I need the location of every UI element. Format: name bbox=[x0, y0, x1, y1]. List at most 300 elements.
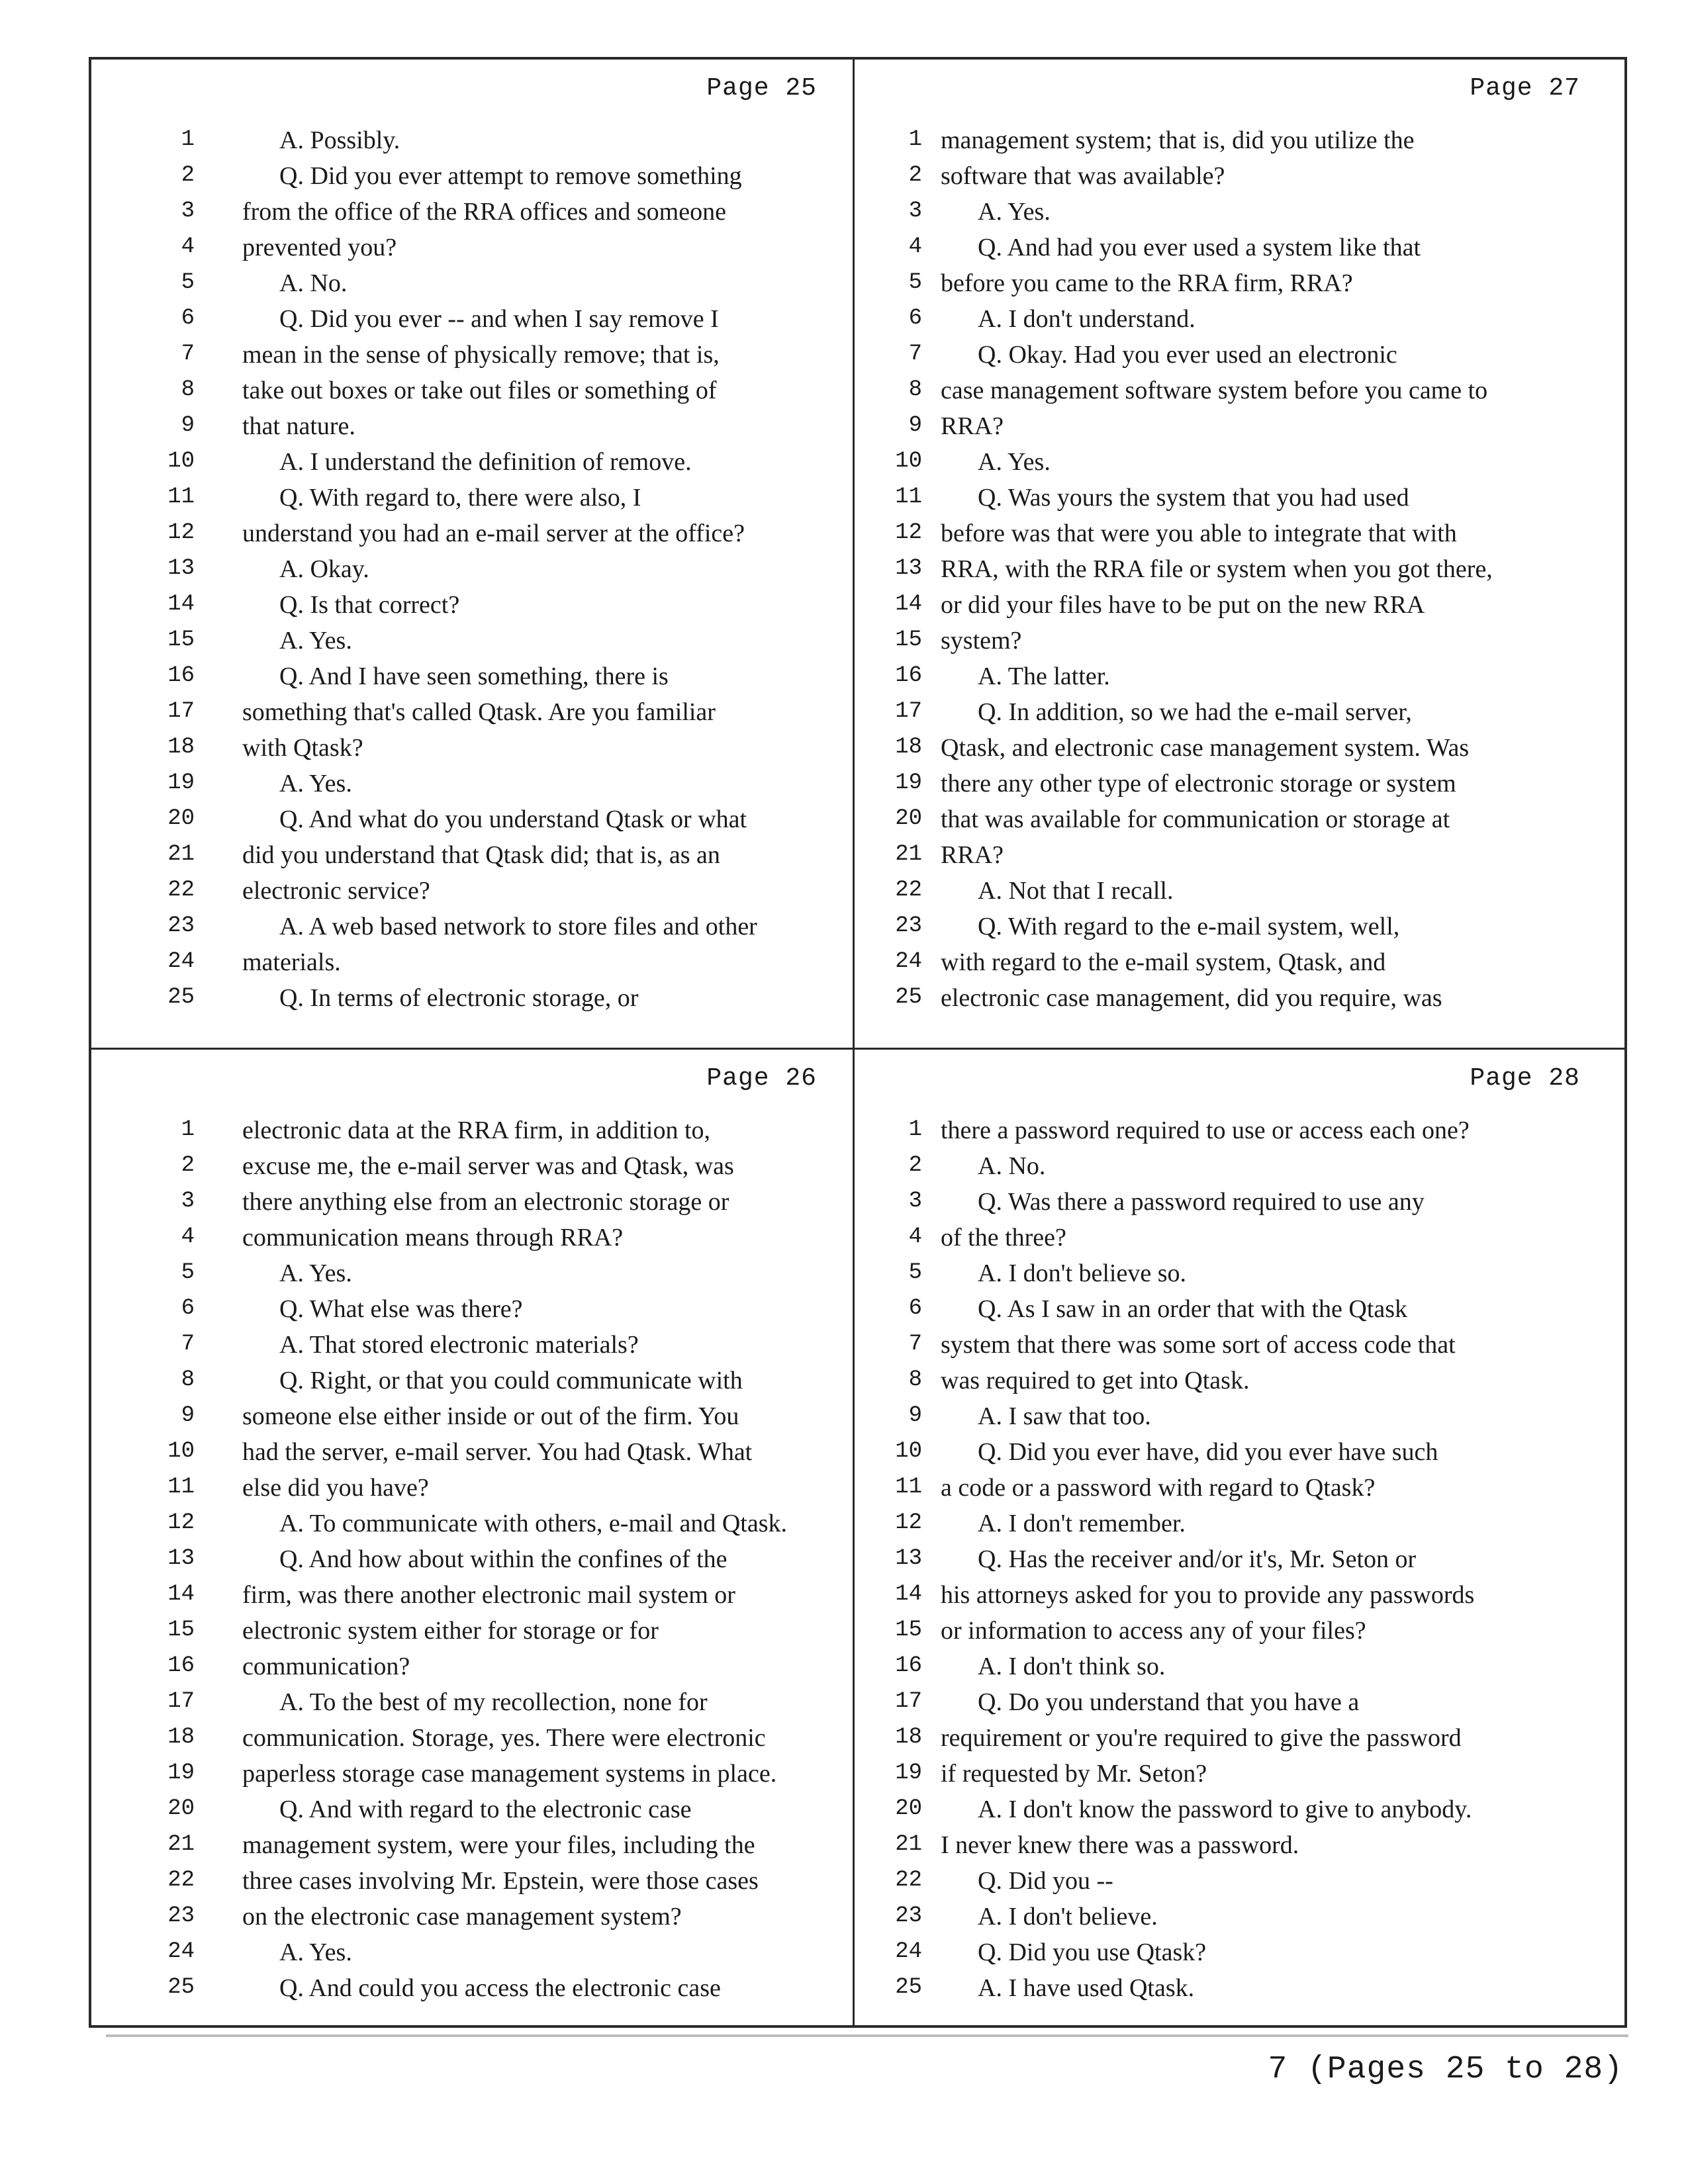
transcript-line bbox=[855, 1649, 1616, 1685]
line-number: 14 bbox=[167, 1582, 195, 1607]
transcript-line bbox=[91, 695, 853, 731]
line-number: 22 bbox=[167, 878, 195, 903]
transcript-line bbox=[91, 623, 853, 659]
page-number: Page 25 bbox=[706, 74, 817, 103]
line-number: 19 bbox=[167, 770, 195, 796]
line-number: 4 bbox=[181, 1224, 195, 1250]
line-text: from the office of the RRA offices and someone bbox=[242, 198, 726, 226]
transcript-sheet bbox=[89, 57, 1627, 2028]
line-number: 4 bbox=[908, 1224, 922, 1250]
line-number: 9 bbox=[908, 1403, 922, 1428]
line-text: Q. And how about within the confines of the bbox=[279, 1545, 727, 1573]
transcript-line bbox=[855, 1971, 1616, 2007]
transcript-line bbox=[91, 909, 853, 945]
line-number: 4 bbox=[181, 234, 195, 259]
transcript-line bbox=[91, 195, 853, 230]
line-number: 13 bbox=[895, 1546, 922, 1571]
line-text: A. I don't understand. bbox=[978, 305, 1196, 333]
line-number: 9 bbox=[908, 413, 922, 438]
line-number: 17 bbox=[167, 1689, 195, 1714]
line-text: Q. As I saw in an order that with the Qtask bbox=[978, 1295, 1408, 1323]
line-number: 1 bbox=[181, 1117, 195, 1142]
transcript-line bbox=[91, 838, 853, 874]
transcript-line bbox=[855, 1721, 1616, 1756]
line-number: 21 bbox=[895, 1832, 922, 1857]
line-number: 10 bbox=[895, 1439, 922, 1464]
line-text: electronic case management, did you require, was bbox=[941, 984, 1442, 1012]
transcript-line bbox=[855, 1864, 1616, 1899]
line-number: 1 bbox=[908, 1117, 922, 1142]
line-text: Q. Did you ever attempt to remove something bbox=[279, 162, 742, 190]
line-text: management system; that is, did you utilize the bbox=[941, 126, 1415, 154]
transcript-line bbox=[855, 230, 1616, 266]
line-text: A. The latter. bbox=[978, 662, 1110, 690]
line-text: Q. And had you ever used a system like that bbox=[978, 234, 1421, 261]
line-text: with regard to the e-mail system, Qtask, and bbox=[941, 948, 1386, 976]
line-text: A. To the best of my recollection, none for bbox=[279, 1688, 708, 1716]
transcript-line bbox=[855, 588, 1616, 623]
transcript-line bbox=[91, 1220, 853, 1256]
line-number: 18 bbox=[167, 735, 195, 760]
line-text: communication means through RRA? bbox=[242, 1224, 624, 1251]
line-number: 23 bbox=[167, 913, 195, 938]
transcript-line bbox=[91, 230, 853, 266]
line-number: 5 bbox=[908, 1260, 922, 1285]
line-text: did you understand that Qtask did; that is, as an bbox=[242, 841, 720, 869]
page-number: Page 27 bbox=[1470, 74, 1580, 103]
line-number: 5 bbox=[181, 270, 195, 295]
line-number: 21 bbox=[167, 1832, 195, 1857]
transcript-line bbox=[855, 1328, 1616, 1363]
transcript-line bbox=[91, 588, 853, 623]
transcript-line bbox=[91, 945, 853, 981]
transcript-line bbox=[855, 409, 1616, 445]
line-text: there any other type of electronic storage or system bbox=[941, 770, 1456, 797]
transcript-line bbox=[91, 1756, 853, 1792]
transcript-lines bbox=[91, 1113, 853, 2007]
line-number: 6 bbox=[181, 306, 195, 331]
line-number: 8 bbox=[181, 1367, 195, 1392]
line-text: A. Yes. bbox=[978, 198, 1051, 226]
line-text: if requested by Mr. Seton? bbox=[941, 1760, 1207, 1788]
transcript-line bbox=[855, 1792, 1616, 1828]
line-text: Q. Did you use Qtask? bbox=[978, 1938, 1207, 1966]
line-number: 23 bbox=[895, 1903, 922, 1929]
transcript-line bbox=[855, 695, 1616, 731]
line-text: Q. Okay. Had you ever used an electronic bbox=[978, 341, 1397, 369]
line-text: communication? bbox=[242, 1653, 410, 1680]
page-panel-top-left bbox=[91, 60, 853, 1046]
transcript-line bbox=[91, 123, 853, 159]
line-number: 16 bbox=[167, 663, 195, 688]
line-text: Q. Was there a password required to use any bbox=[978, 1188, 1425, 1216]
line-number: 15 bbox=[167, 1617, 195, 1643]
line-number: 12 bbox=[167, 520, 195, 545]
transcript-line bbox=[91, 1113, 853, 1149]
line-number: 25 bbox=[895, 1975, 922, 2000]
line-text: was required to get into Qtask. bbox=[941, 1367, 1250, 1394]
line-number: 16 bbox=[167, 1653, 195, 1678]
line-number: 10 bbox=[895, 449, 922, 474]
transcript-line bbox=[91, 266, 853, 302]
transcript-line bbox=[855, 1113, 1616, 1149]
line-text: someone else either inside or out of the firm. You bbox=[242, 1402, 739, 1430]
line-number: 20 bbox=[167, 806, 195, 831]
transcript-line bbox=[91, 1971, 853, 2007]
line-number: 6 bbox=[181, 1296, 195, 1321]
line-number: 23 bbox=[167, 1903, 195, 1929]
line-text: there a password required to use or access each one? bbox=[941, 1116, 1470, 1144]
line-text: A. To communicate with others, e-mail and Qtask. bbox=[279, 1510, 788, 1537]
transcript-line bbox=[91, 1435, 853, 1471]
line-number: 11 bbox=[167, 1475, 195, 1500]
line-number: 19 bbox=[167, 1760, 195, 1786]
line-text: Q. With regard to the e-mail system, well, bbox=[978, 913, 1400, 940]
transcript-line bbox=[855, 302, 1616, 338]
transcript-line bbox=[91, 445, 853, 480]
page-panel-bottom-right bbox=[855, 1050, 1616, 2036]
line-number: 24 bbox=[167, 949, 195, 974]
transcript-line bbox=[855, 1220, 1616, 1256]
line-number: 12 bbox=[167, 1510, 195, 1535]
line-number: 7 bbox=[908, 341, 922, 367]
line-text: three cases involving Mr. Epstein, were those cases bbox=[242, 1867, 759, 1895]
transcript-line bbox=[855, 838, 1616, 874]
line-text: Q. Did you ever have, did you ever have such bbox=[978, 1438, 1438, 1466]
line-number: 2 bbox=[181, 1153, 195, 1178]
transcript-line bbox=[91, 552, 853, 588]
line-number: 11 bbox=[895, 1475, 922, 1500]
transcript-line bbox=[91, 1864, 853, 1899]
line-text: excuse me, the e-mail server was and Qtask, was bbox=[242, 1152, 734, 1180]
line-text: A. Possibly. bbox=[279, 126, 400, 154]
line-number: 16 bbox=[895, 663, 922, 688]
line-number: 7 bbox=[181, 1332, 195, 1357]
transcript-line bbox=[855, 1471, 1616, 1506]
line-text: a code or a password with regard to Qtask? bbox=[941, 1474, 1376, 1502]
line-text: electronic service? bbox=[242, 877, 430, 905]
line-text: A. No. bbox=[279, 269, 348, 297]
transcript-line bbox=[855, 1756, 1616, 1792]
transcript-line bbox=[91, 338, 853, 373]
line-text: paperless storage case management systems in place. bbox=[242, 1760, 777, 1788]
transcript-line bbox=[855, 123, 1616, 159]
line-text: take out boxes or take out files or something of bbox=[242, 377, 717, 404]
footer-page-range: 7 (Pages 25 to 28) bbox=[1268, 2052, 1623, 2087]
line-number: 17 bbox=[895, 1689, 922, 1714]
line-text: A. I don't believe. bbox=[978, 1903, 1158, 1931]
transcript-line bbox=[91, 1578, 853, 1614]
transcript-line bbox=[91, 1792, 853, 1828]
line-number: 6 bbox=[908, 306, 922, 331]
line-number: 3 bbox=[181, 1189, 195, 1214]
line-number: 15 bbox=[895, 1617, 922, 1643]
transcript-line bbox=[91, 1542, 853, 1578]
line-text: firm, was there another electronic mail system or bbox=[242, 1581, 735, 1609]
line-number: 7 bbox=[908, 1332, 922, 1357]
transcript-line bbox=[855, 981, 1616, 1017]
line-number: 25 bbox=[167, 1975, 195, 2000]
line-number: 3 bbox=[181, 199, 195, 224]
line-number: 17 bbox=[895, 699, 922, 724]
transcript-lines bbox=[855, 123, 1616, 1017]
line-text: Q. In terms of electronic storage, or bbox=[279, 984, 639, 1012]
transcript-line bbox=[855, 1435, 1616, 1471]
line-number: 1 bbox=[908, 127, 922, 152]
line-number: 16 bbox=[895, 1653, 922, 1678]
line-number: 11 bbox=[895, 484, 922, 510]
line-text: his attorneys asked for you to provide any passwords bbox=[941, 1581, 1475, 1609]
transcript-line bbox=[91, 1614, 853, 1649]
transcript-line bbox=[91, 1185, 853, 1220]
line-text: A. I have used Qtask. bbox=[978, 1974, 1195, 2002]
line-number: 15 bbox=[895, 627, 922, 653]
line-number: 23 bbox=[895, 913, 922, 938]
line-number: 24 bbox=[895, 1939, 922, 1964]
transcript-line bbox=[855, 1149, 1616, 1185]
transcript-line bbox=[91, 1506, 853, 1542]
transcript-lines bbox=[855, 1113, 1616, 2007]
line-text: A. Yes. bbox=[279, 1259, 352, 1287]
line-number: 18 bbox=[895, 1725, 922, 1750]
transcript-line bbox=[91, 516, 853, 552]
line-number: 25 bbox=[167, 985, 195, 1010]
line-text: software that was available? bbox=[941, 162, 1225, 190]
transcript-line bbox=[91, 1471, 853, 1506]
transcript-line bbox=[91, 1685, 853, 1721]
transcript-line bbox=[91, 1256, 853, 1292]
line-text: or did your files have to be put on the new RRA bbox=[941, 591, 1425, 619]
line-text: Q. And I have seen something, there is bbox=[279, 662, 669, 690]
line-number: 22 bbox=[895, 1868, 922, 1893]
line-number: 12 bbox=[895, 520, 922, 545]
transcript-line bbox=[855, 1578, 1616, 1614]
line-number: 1 bbox=[181, 127, 195, 152]
transcript-line bbox=[855, 1828, 1616, 1864]
line-text: RRA? bbox=[941, 841, 1004, 869]
line-number: 18 bbox=[895, 735, 922, 760]
line-text: RRA, with the RRA file or system when you got there, bbox=[941, 555, 1493, 583]
transcript-line bbox=[91, 1292, 853, 1328]
transcript-line bbox=[855, 731, 1616, 766]
line-number: 21 bbox=[167, 842, 195, 867]
line-number: 18 bbox=[167, 1725, 195, 1750]
line-text: Q. With regard to, there were also, I bbox=[279, 484, 641, 512]
transcript-line bbox=[91, 302, 853, 338]
line-text: on the electronic case management system? bbox=[242, 1903, 682, 1931]
line-number: 2 bbox=[181, 163, 195, 188]
transcript-line bbox=[91, 1935, 853, 1971]
transcript-line bbox=[855, 623, 1616, 659]
transcript-lines bbox=[91, 123, 853, 1017]
line-number: 13 bbox=[167, 1546, 195, 1571]
transcript-line bbox=[91, 1721, 853, 1756]
line-text: A. I don't remember. bbox=[978, 1510, 1186, 1537]
line-text: A. That stored electronic materials? bbox=[279, 1331, 639, 1359]
line-number: 21 bbox=[895, 842, 922, 867]
line-number: 25 bbox=[895, 985, 922, 1010]
line-text: A. I saw that too. bbox=[978, 1402, 1151, 1430]
line-text: A. Okay. bbox=[279, 555, 369, 583]
line-text: Q. In addition, so we had the e-mail server, bbox=[978, 698, 1412, 726]
transcript-line bbox=[855, 552, 1616, 588]
transcript-line bbox=[91, 159, 853, 195]
line-text: Q. Is that correct? bbox=[279, 591, 460, 619]
line-text: Q. Was yours the system that you had used bbox=[978, 484, 1409, 512]
line-text: Q. And could you access the electronic case bbox=[279, 1974, 721, 2002]
line-text: Qtask, and electronic case management system. Was bbox=[941, 734, 1470, 762]
transcript-line bbox=[855, 766, 1616, 802]
line-number: 13 bbox=[895, 556, 922, 581]
line-text: Q. Did you -- bbox=[978, 1867, 1113, 1895]
transcript-line bbox=[91, 373, 853, 409]
line-number: 3 bbox=[908, 199, 922, 224]
line-text: that nature. bbox=[242, 412, 355, 440]
line-number: 11 bbox=[167, 484, 195, 510]
line-number: 5 bbox=[908, 270, 922, 295]
transcript-line bbox=[91, 981, 853, 1017]
line-text: requirement or you're required to give the password bbox=[941, 1724, 1462, 1752]
line-text: system? bbox=[941, 627, 1022, 655]
line-number: 8 bbox=[181, 377, 195, 402]
transcript-line bbox=[91, 802, 853, 838]
line-text: communication. Storage, yes. There were electronic bbox=[242, 1724, 766, 1752]
line-text: A. Yes. bbox=[279, 770, 352, 797]
line-text: electronic data at the RRA firm, in addition to, bbox=[242, 1116, 711, 1144]
line-number: 20 bbox=[167, 1796, 195, 1821]
transcript-line bbox=[855, 373, 1616, 409]
transcript-line bbox=[91, 1649, 853, 1685]
transcript-line bbox=[855, 516, 1616, 552]
line-number: 6 bbox=[908, 1296, 922, 1321]
line-text: Q. Has the receiver and/or it's, Mr. Seton or bbox=[978, 1545, 1417, 1573]
line-text: A. I don't know the password to give to anybody. bbox=[978, 1796, 1472, 1823]
line-text: A. I understand the definition of remove. bbox=[279, 448, 692, 476]
line-number: 12 bbox=[895, 1510, 922, 1535]
transcript-line bbox=[91, 874, 853, 909]
transcript-line bbox=[91, 1363, 853, 1399]
line-text: there anything else from an electronic storage or bbox=[242, 1188, 729, 1216]
line-text: A. Yes. bbox=[279, 627, 352, 655]
line-text: system that there was some sort of access code that bbox=[941, 1331, 1456, 1359]
transcript-line bbox=[855, 159, 1616, 195]
line-text: before you came to the RRA firm, RRA? bbox=[941, 269, 1353, 297]
transcript-line bbox=[855, 1899, 1616, 1935]
line-text: A. Yes. bbox=[978, 448, 1051, 476]
line-number: 19 bbox=[895, 1760, 922, 1786]
transcript-line bbox=[855, 195, 1616, 230]
line-number: 15 bbox=[167, 627, 195, 653]
transcript-line bbox=[855, 909, 1616, 945]
transcript-line bbox=[91, 659, 853, 695]
line-number: 2 bbox=[908, 1153, 922, 1178]
line-number: 10 bbox=[167, 449, 195, 474]
line-number: 24 bbox=[895, 949, 922, 974]
line-number: 10 bbox=[167, 1439, 195, 1464]
transcript-line bbox=[855, 802, 1616, 838]
line-text: with Qtask? bbox=[242, 734, 363, 762]
transcript-line bbox=[855, 1614, 1616, 1649]
line-text: Q. Did you ever -- and when I say remove I bbox=[279, 305, 719, 333]
transcript-line bbox=[855, 338, 1616, 373]
line-number: 8 bbox=[908, 377, 922, 402]
line-number: 14 bbox=[895, 592, 922, 617]
line-text: else did you have? bbox=[242, 1474, 429, 1502]
transcript-line bbox=[91, 731, 853, 766]
line-number: 20 bbox=[895, 1796, 922, 1821]
transcript-line bbox=[91, 1149, 853, 1185]
transcript-line bbox=[91, 1899, 853, 1935]
transcript-line bbox=[855, 874, 1616, 909]
line-text: understand you had an e-mail server at the office? bbox=[242, 520, 745, 547]
transcript-line bbox=[855, 1685, 1616, 1721]
transcript-line bbox=[91, 1328, 853, 1363]
transcript-line bbox=[855, 1399, 1616, 1435]
page-number: Page 28 bbox=[1470, 1064, 1580, 1093]
transcript-line bbox=[855, 1292, 1616, 1328]
line-text: Q. Do you understand that you have a bbox=[978, 1688, 1360, 1716]
line-text: mean in the sense of physically remove; that is, bbox=[242, 341, 720, 369]
line-text: management system, were your files, including the bbox=[242, 1831, 755, 1859]
transcript-line bbox=[855, 1363, 1616, 1399]
line-text: A. A web based network to store files and other bbox=[279, 913, 757, 940]
transcript-line bbox=[855, 1506, 1616, 1542]
page-number: Page 26 bbox=[706, 1064, 817, 1093]
transcript-line bbox=[855, 1542, 1616, 1578]
line-text: Q. What else was there? bbox=[279, 1295, 523, 1323]
line-number: 9 bbox=[181, 1403, 195, 1428]
transcript-line bbox=[855, 659, 1616, 695]
scan-edge-shadow bbox=[106, 2034, 1628, 2037]
line-number: 7 bbox=[181, 341, 195, 367]
transcript-line bbox=[855, 266, 1616, 302]
line-text: that was available for communication or storage at bbox=[941, 805, 1450, 833]
transcript-line bbox=[855, 945, 1616, 981]
line-number: 8 bbox=[908, 1367, 922, 1392]
page-panel-top-right bbox=[855, 60, 1616, 1046]
line-number: 20 bbox=[895, 806, 922, 831]
line-text: had the server, e-mail server. You had Qtask. What bbox=[242, 1438, 753, 1466]
line-text: A. I don't believe so. bbox=[978, 1259, 1187, 1287]
line-number: 22 bbox=[167, 1868, 195, 1893]
line-text: A. Not that I recall. bbox=[978, 877, 1174, 905]
transcript-line bbox=[91, 1828, 853, 1864]
line-text: electronic system either for storage or for bbox=[242, 1617, 659, 1645]
line-number: 5 bbox=[181, 1260, 195, 1285]
line-text: RRA? bbox=[941, 412, 1004, 440]
line-number: 4 bbox=[908, 234, 922, 259]
line-text: materials. bbox=[242, 948, 341, 976]
line-text: A. No. bbox=[978, 1152, 1046, 1180]
line-number: 24 bbox=[167, 1939, 195, 1964]
line-text: or information to access any of your files? bbox=[941, 1617, 1366, 1645]
transcript-line bbox=[91, 1399, 853, 1435]
transcript-line bbox=[855, 1935, 1616, 1971]
line-text: I never knew there was a password. bbox=[941, 1831, 1299, 1859]
line-text: Q. And with regard to the electronic case bbox=[279, 1796, 692, 1823]
line-text: of the three? bbox=[941, 1224, 1066, 1251]
transcript-line bbox=[855, 1185, 1616, 1220]
line-number: 3 bbox=[908, 1189, 922, 1214]
line-text: Q. And what do you understand Qtask or what bbox=[279, 805, 747, 833]
line-text: case management software system before you came to bbox=[941, 377, 1488, 404]
line-number: 13 bbox=[167, 556, 195, 581]
transcript-line bbox=[855, 1256, 1616, 1292]
transcript-line bbox=[855, 445, 1616, 480]
line-number: 22 bbox=[895, 878, 922, 903]
line-number: 9 bbox=[181, 413, 195, 438]
transcript-line bbox=[91, 409, 853, 445]
